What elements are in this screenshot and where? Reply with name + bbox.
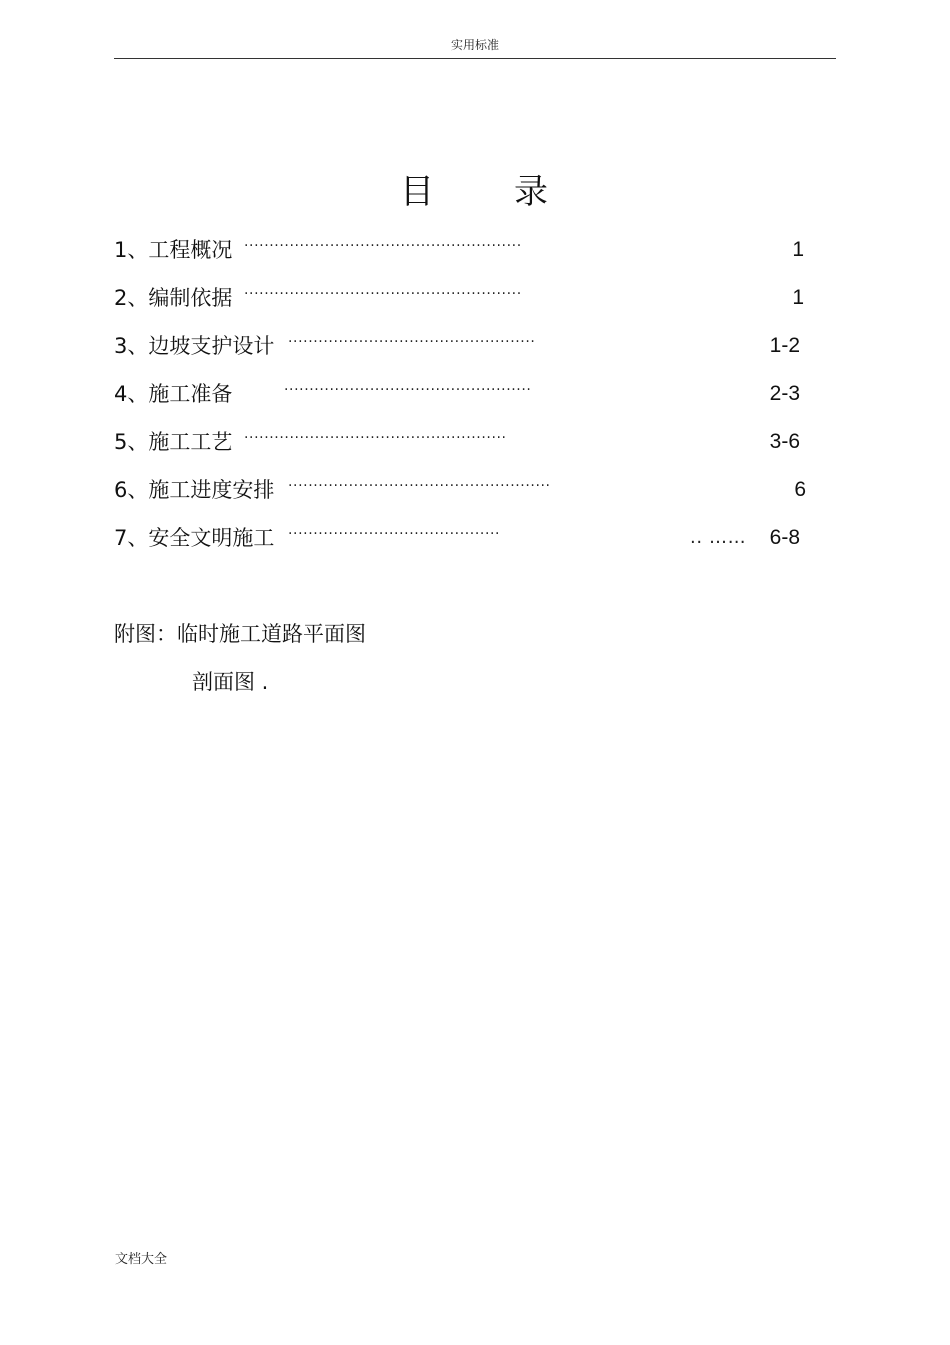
toc-entry-label: 1、工程概况 bbox=[114, 238, 233, 262]
toc-page-number: 3-6 bbox=[769, 430, 800, 453]
toc-entry-label: 5、施工工艺 bbox=[114, 430, 233, 454]
header-title: 实用标准 bbox=[450, 38, 499, 52]
toc-leader-dots: ···················································· bbox=[244, 430, 507, 446]
appendix-subline: 剖面图 . bbox=[192, 670, 269, 694]
toc-leader-dots: ······················································· bbox=[244, 286, 522, 302]
header-divider bbox=[114, 58, 836, 59]
appendix-line: 附图：临时施工道路平面图 bbox=[114, 622, 366, 646]
toc-page-number: 6 bbox=[794, 478, 806, 501]
page-footer: 文档大全 bbox=[115, 1252, 168, 1267]
toc-leader-dots: ················································· bbox=[284, 382, 532, 398]
toc-entry-label: 7、安全文明施工 bbox=[114, 526, 275, 550]
toc-entry-label: 6、施工进度安排 bbox=[114, 478, 275, 502]
toc-entry-label: 2、编制依据 bbox=[114, 286, 233, 310]
toc-entry-label: 4、施工准备 bbox=[114, 382, 233, 406]
toc-title-char-2: 录 bbox=[514, 172, 548, 212]
toc-title-char-1: 目 bbox=[400, 172, 434, 212]
toc-leader-dots: ················································· bbox=[288, 334, 536, 350]
toc-page-number: 6-8 bbox=[769, 526, 800, 549]
toc-entry-label: 3、边坡支护设计 bbox=[114, 334, 275, 358]
toc-page-number: 1 bbox=[792, 238, 804, 261]
toc-page-number: 1-2 bbox=[769, 334, 800, 357]
toc-leader-dots-trailing: .. …… bbox=[690, 527, 747, 548]
toc-leader-dots: ·········································· bbox=[288, 526, 501, 542]
toc-leader-dots: ······················································· bbox=[244, 238, 522, 254]
toc-leader-dots: ···················································· bbox=[288, 478, 551, 494]
toc-page-number: 2-3 bbox=[769, 382, 800, 405]
toc-page-number: 1 bbox=[792, 286, 804, 309]
